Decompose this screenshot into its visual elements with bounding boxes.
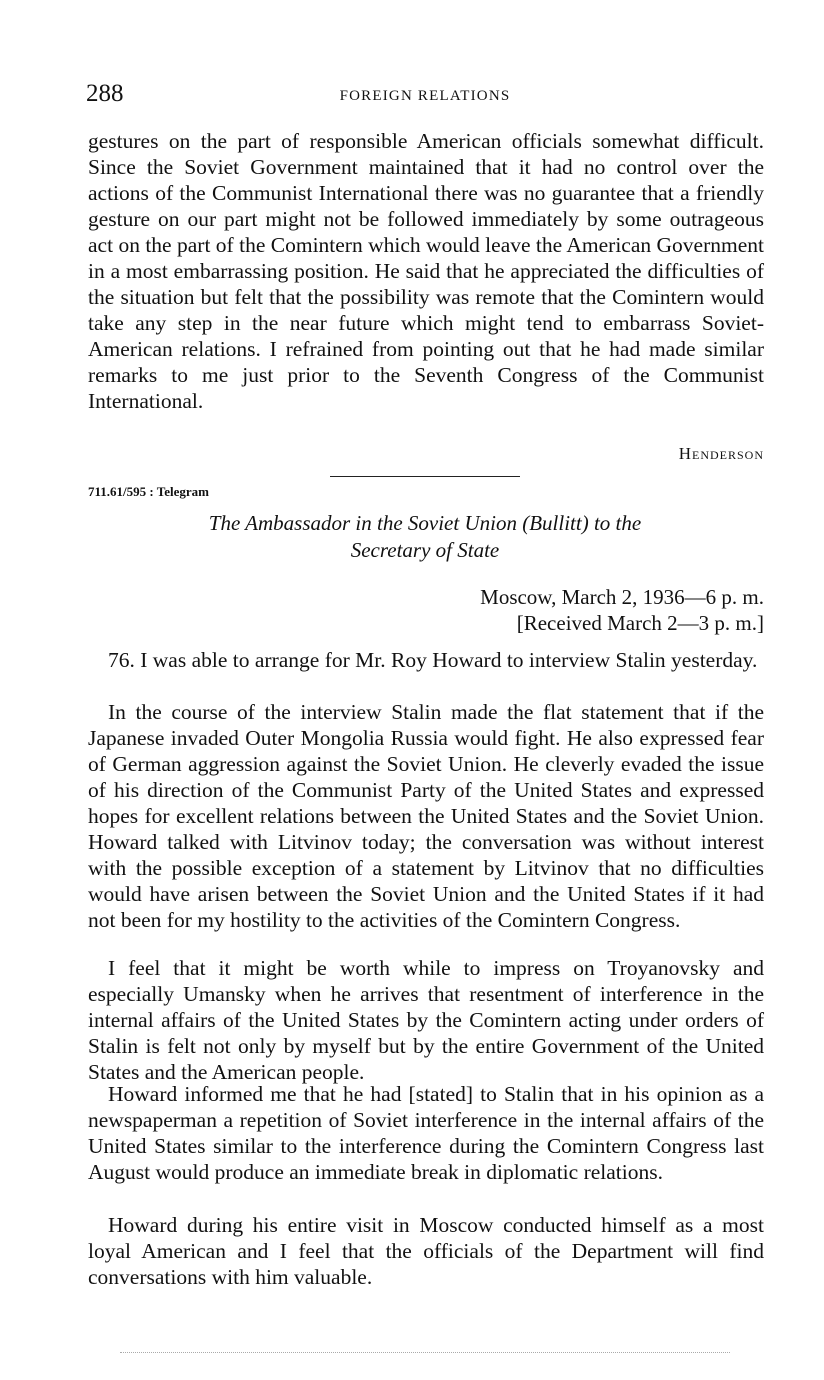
page-number: 288 <box>86 80 124 107</box>
body-paragraph-5: Howard during his entire visit in Moscow conducted himself as a most loyal American and I feel that the officials of the Department will find conversations with him valuable. <box>88 1213 764 1289</box>
document-title <box>100 510 750 564</box>
document-title-line-2: Secretary of State <box>350 538 500 562</box>
body-paragraph-3: I feel that it might be worth while to impress on Troyanovsky and especially Umansky when he arrives that resentment of interference in the internal affairs of the United States by the Comintern acting under orders of Stalin is felt not only by myself but by the entire Government of the United States and the American people. <box>88 956 764 1084</box>
page-header <box>86 80 764 114</box>
body-paragraph-2: In the course of the interview Stalin made the flat statement that if the Japanese invaded Outer Mongolia Russia would fight. He also expressed fear of German aggression against the Soviet Union. He cleverly evaded the issue of his direction of the Communist Party of the United States and expressed hopes for excellent relations between the United States and the Soviet Union. Howard talked with Litvinov today; the conversation was without interest with the possible exception of a statement by Litvinov that no difficulties would have arisen between the Soviet Union and the United States if it had not been for my hostility to the activities of the Comintern Congress. <box>88 700 764 932</box>
document-title-line-1: The Ambassador in the Soviet Union (Bullitt) to the <box>208 511 642 535</box>
file-reference: 711.61/595 : Telegram <box>88 484 209 499</box>
body-paragraph-1: 76. I was able to arrange for Mr. Roy Howard to interview Stalin yesterday. <box>108 648 758 672</box>
continuation-paragraph: gestures on the part of responsible American officials somewhat difficult. Since the Soviet Government maintained that it had no control over the actions of the Communist International there was no guarantee that a friendly gesture on our part might not be followed immediately by some outrageous act on the part of the Comintern which would leave the American Government in a most embarrassing position. He said that he appreciated the difficulties of the situation but felt that the possibility was remote that the Comintern would take any step in the near future which might tend to embarrass Soviet-American relations. I refrained from pointing out that he had made similar remarks to me just prior to the Seventh Congress of the Communist International. <box>88 129 764 413</box>
received-line: [Received March 2—3 p. m.] <box>516 611 764 635</box>
signature: Henderson <box>678 444 764 463</box>
footer-rule <box>120 1352 730 1353</box>
running-head: FOREIGN RELATIONS <box>339 88 511 104</box>
section-divider <box>330 476 520 477</box>
dateline: Moscow, March 2, 1936—6 p. m. <box>480 585 764 609</box>
body-paragraph-4: Howard informed me that he had [stated] to Stalin that in his opinion as a newspaperman a repetition of Soviet interference in the internal affairs of the United States similar to the interference during the Comintern Congress last August would produce an immediate break in diplomatic relations. <box>88 1082 764 1184</box>
